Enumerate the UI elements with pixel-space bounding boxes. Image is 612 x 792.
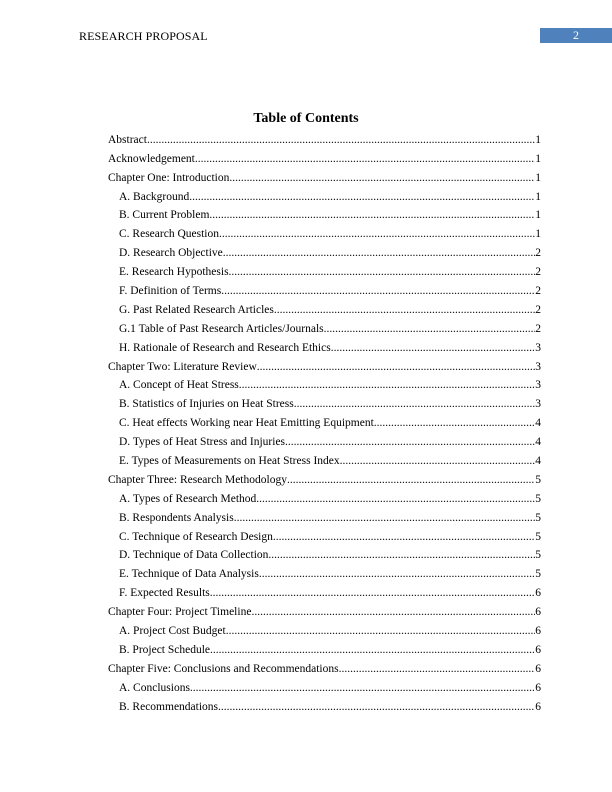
toc-dot-leader — [239, 378, 535, 392]
toc-entry[interactable] — [108, 676, 541, 695]
toc-entry[interactable] — [108, 374, 541, 393]
toc-dot-leader — [331, 341, 536, 355]
toc-entry[interactable] — [108, 355, 541, 374]
toc-entry[interactable] — [108, 619, 541, 638]
toc-dot-leader — [210, 643, 535, 657]
toc-entry-page: 1 — [535, 133, 541, 146]
toc-entry-page: 4 — [535, 436, 541, 449]
toc-entry-label: A. Background — [119, 190, 190, 203]
toc-dot-leader — [209, 208, 535, 222]
toc-entry-page: 5 — [535, 530, 541, 543]
toc-entry[interactable] — [108, 166, 541, 185]
toc-entry[interactable] — [108, 695, 541, 714]
toc-entry-page: 6 — [535, 606, 541, 619]
toc-entry[interactable] — [108, 128, 541, 147]
toc-entry-label: C. Heat effects Working near Heat Emitting Equipment — [119, 417, 374, 430]
toc-entry-page: 6 — [535, 662, 541, 675]
toc-dot-leader — [221, 284, 535, 298]
toc-entry-page: 6 — [535, 700, 541, 713]
toc-entry-page: 6 — [535, 625, 541, 638]
toc-entry[interactable] — [108, 468, 541, 487]
toc-entry-label: F. Definition of Terms — [119, 285, 222, 298]
toc-dot-leader — [339, 662, 536, 676]
toc-dot-leader — [229, 265, 536, 279]
toc-entry-page: 3 — [535, 398, 541, 411]
toc-entry[interactable] — [108, 525, 541, 544]
toc-dot-leader — [210, 586, 536, 600]
toc-entry-page: 5 — [535, 568, 541, 581]
toc-dot-leader — [259, 567, 535, 581]
toc-entry-page: 3 — [535, 341, 541, 354]
toc-entry-label: B. Current Problem — [119, 209, 210, 222]
toc-entry-page: 4 — [535, 417, 541, 430]
toc-dot-leader — [218, 700, 535, 714]
toc-entry-label: D. Technique of Data Collection — [119, 549, 269, 562]
toc-entry-page: 2 — [535, 266, 541, 279]
toc-entry-page: 1 — [535, 209, 541, 222]
toc-entry-page: 1 — [535, 190, 541, 203]
toc-entry-page: 3 — [535, 360, 541, 373]
toc-entry-label: B. Recommendations — [119, 700, 219, 713]
toc-entry[interactable] — [108, 544, 541, 563]
toc-entry-label: Acknowledgement — [108, 152, 195, 165]
toc-dot-leader — [251, 605, 535, 619]
toc-entry-label: E. Technique of Data Analysis — [119, 568, 259, 581]
toc-dot-leader — [285, 435, 535, 449]
toc-dot-leader — [147, 133, 535, 147]
toc-entry[interactable] — [108, 185, 541, 204]
toc-entry-label: F. Expected Results — [119, 587, 210, 600]
toc-entry-label: Chapter One: Introduction — [108, 171, 230, 184]
toc-entry-label: Chapter Five: Conclusions and Recommendations — [108, 662, 339, 675]
toc-dot-leader — [324, 322, 536, 336]
toc-entry-label: H. Rationale of Research and Research Ethics — [119, 341, 331, 354]
toc-entry-label: Abstract — [108, 133, 147, 146]
toc-dot-leader — [190, 681, 535, 695]
toc-entry-page: 5 — [535, 492, 541, 505]
toc-entry-page: 1 — [535, 152, 541, 165]
toc-entry-page: 6 — [535, 643, 541, 656]
toc-entry[interactable] — [108, 147, 541, 166]
toc-entry-page: 4 — [535, 455, 541, 468]
toc-dot-leader — [257, 360, 535, 374]
toc-entry-label: A. Types of Research Method — [119, 492, 257, 505]
toc-entry-page: 1 — [535, 171, 541, 184]
toc-entry[interactable] — [108, 600, 541, 619]
toc-entry-label: G.1 Table of Past Research Articles/Journals — [119, 322, 324, 335]
toc-entry[interactable] — [108, 298, 541, 317]
toc-entry-label: A. Conclusions — [119, 681, 190, 694]
toc-entry-label: B. Statistics of Injuries on Heat Stress — [119, 398, 294, 411]
toc-entry-label: D. Research Objective — [119, 247, 223, 260]
toc-entry-label: A. Concept of Heat Stress — [119, 379, 239, 392]
toc-entry-label: Chapter Four: Project Timeline — [108, 606, 252, 619]
toc-entry-page: 2 — [535, 247, 541, 260]
toc-entry[interactable] — [108, 317, 541, 336]
toc-entry-page: 3 — [535, 379, 541, 392]
toc-entry[interactable] — [108, 581, 541, 600]
toc-entry[interactable] — [108, 430, 541, 449]
toc-entry[interactable] — [108, 222, 541, 241]
toc-dot-leader — [374, 416, 535, 430]
toc-dot-leader — [189, 190, 535, 204]
toc-dot-leader — [294, 397, 536, 411]
toc-dot-leader — [234, 511, 536, 525]
toc-dot-leader — [268, 548, 535, 562]
toc-entry[interactable] — [108, 411, 541, 430]
toc-entry-label: A. Project Cost Budget — [119, 625, 226, 638]
table-of-contents — [108, 128, 541, 714]
toc-entry[interactable] — [108, 506, 541, 525]
toc-dot-leader — [195, 152, 535, 166]
toc-entry[interactable] — [108, 260, 541, 279]
toc-entry[interactable] — [108, 657, 541, 676]
toc-entry-page: 6 — [535, 587, 541, 600]
toc-entry[interactable] — [108, 449, 541, 468]
toc-dot-leader — [219, 227, 535, 241]
page-number-badge: 2 — [540, 28, 612, 43]
toc-entry[interactable] — [108, 638, 541, 657]
toc-entry-label: E. Research Hypothesis — [119, 266, 229, 279]
toc-dot-leader — [340, 454, 536, 468]
toc-entry-label: E. Types of Measurements on Heat Stress Index — [119, 455, 340, 468]
running-header-title: RESEARCH PROPOSAL — [79, 29, 208, 43]
toc-entry[interactable] — [108, 204, 541, 223]
toc-dot-leader — [226, 624, 536, 638]
toc-entry[interactable] — [108, 279, 541, 298]
toc-entry[interactable] — [108, 336, 541, 355]
toc-entry-label: B. Respondents Analysis — [119, 511, 234, 524]
toc-entry-label: G. Past Related Research Articles — [119, 303, 274, 316]
toc-dot-leader — [273, 530, 535, 544]
toc-entry-page: 5 — [535, 549, 541, 562]
toc-entry-page: 2 — [535, 322, 541, 335]
toc-entry-label: B. Project Schedule — [119, 643, 211, 656]
toc-entry[interactable] — [108, 562, 541, 581]
toc-entry[interactable] — [108, 487, 541, 506]
toc-title: Table of Contents — [253, 111, 359, 126]
toc-dot-leader — [287, 473, 535, 487]
toc-entry-page: 5 — [535, 511, 541, 524]
toc-dot-leader — [274, 303, 535, 317]
toc-entry-label: Chapter Two: Literature Review — [108, 360, 257, 373]
toc-entry-label: C. Research Question — [119, 228, 219, 241]
toc-entry-label: C. Technique of Research Design — [119, 530, 273, 543]
toc-entry-page: 2 — [535, 303, 541, 316]
toc-entry-page: 2 — [535, 285, 541, 298]
toc-entry-page: 6 — [535, 681, 541, 694]
toc-entry[interactable] — [108, 392, 541, 411]
toc-entry-label: Chapter Three: Research Methodology — [108, 473, 287, 486]
toc-entry-label: D. Types of Heat Stress and Injuries — [119, 436, 286, 449]
toc-dot-leader — [223, 246, 535, 260]
toc-entry-page: 5 — [535, 473, 541, 486]
toc-entry[interactable] — [108, 241, 541, 260]
toc-entry-page: 1 — [535, 228, 541, 241]
toc-dot-leader — [256, 492, 535, 506]
toc-dot-leader — [229, 171, 535, 185]
